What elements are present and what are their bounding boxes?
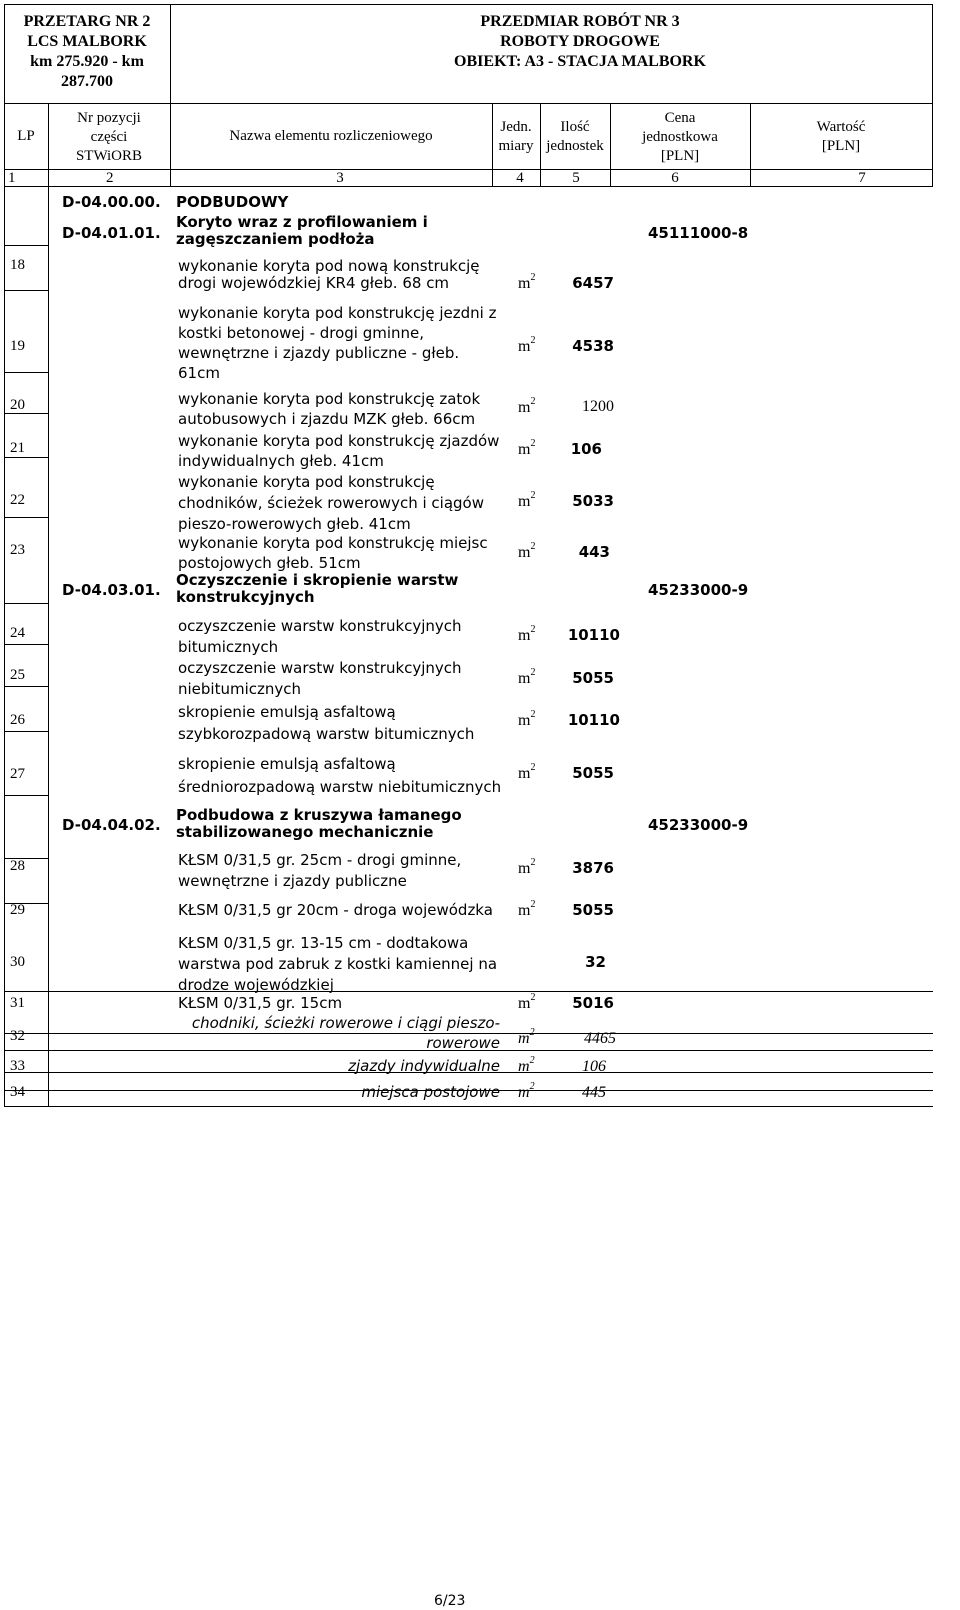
unit-text: m (518, 995, 531, 1012)
row-lp: 27 (10, 766, 25, 782)
tender-km-from: km 275.920 - km (30, 53, 144, 70)
row-description (178, 258, 480, 292)
unit-text: m (518, 670, 531, 687)
row-desc-line: bitumicznych (178, 638, 279, 656)
row-qty: 5055 (572, 764, 614, 782)
col-header-value-2: [PLN] (821, 138, 861, 154)
title-line-3: OBIEKT: A3 - STACJA MALBORK (454, 53, 706, 70)
row-description (178, 701, 474, 745)
unit-exponent: 2 (530, 857, 536, 868)
section-code-podbudowy: D-04.00.00. (62, 193, 161, 211)
col-header-name: Nazwa elementu rozliczeniowego (229, 128, 433, 144)
col-number-3: 3 (336, 170, 344, 186)
row-description (178, 431, 499, 471)
row-unit (518, 709, 536, 730)
unit-text: m (518, 399, 531, 416)
row-unit (518, 438, 536, 459)
row-unit (518, 490, 536, 511)
row-desc-line: wewnętrzne i zjazdy publiczne (178, 872, 407, 890)
row-description: KŁSM 0/31,5 gr 20cm - droga wojewódzka (178, 901, 493, 919)
section-title-podbudowa-2: stabilizowanego mechanicznie (176, 823, 434, 841)
title-line-2: ROBOTY DROGOWE (500, 33, 660, 50)
row-desc-line: oczyszczenie warstw konstrukcyjnych (178, 617, 462, 635)
unit-text: m (518, 441, 531, 458)
row-description: KŁSM 0/31,5 gr. 15cm (178, 994, 343, 1012)
col-header-value (750, 118, 932, 156)
col-number-6: 6 (671, 170, 679, 186)
unit-exponent: 2 (530, 667, 536, 678)
col-number-7: 7 (858, 170, 866, 186)
row-desc-line: szybkorozpadową warstw bitumicznych (178, 725, 475, 743)
row-desc-line: wykonanie koryta pod nową konstrukcję (178, 257, 480, 275)
row-desc-line: oczyszczenie warstw konstrukcyjnych (178, 659, 462, 677)
row-unit (518, 396, 536, 417)
row-lp: 25 (10, 667, 25, 683)
row-desc-line: postojowych głeb. 51cm (178, 554, 361, 572)
row-lp: 24 (10, 625, 25, 641)
tender-info (4, 12, 170, 92)
section-cpv-koryto: 45111000-8 (648, 224, 749, 242)
tender-number: PRZETARG NR 2 (23, 13, 151, 30)
unit-exponent: 2 (529, 1081, 535, 1092)
row-desc-line: średniorozpadową warstw niebitumicznych (178, 778, 502, 796)
row-qty: 106 (570, 440, 602, 458)
row-description (178, 389, 480, 429)
unit-exponent: 2 (530, 335, 536, 346)
row-lp: 31 (10, 995, 25, 1011)
unit-exponent: 2 (530, 490, 536, 501)
row-lp: 30 (10, 954, 25, 970)
row-unit (518, 1081, 535, 1102)
row-lp: 29 (10, 902, 25, 918)
section-title-koryto (176, 214, 428, 248)
row-desc-line: kostki betonowej - drogi gminne, (178, 324, 425, 342)
row-lp: 26 (10, 712, 25, 728)
tender-lcs: LCS MALBORK (27, 33, 147, 50)
section-title-podbudowy: PODBUDOWY (176, 193, 289, 211)
row-desc-line: indywidualnych głeb. 41cm (178, 452, 384, 470)
row-description: zjazdy indywidualne (348, 1057, 500, 1075)
title-line-1: PRZEDMIAR ROBÓT NR 3 (480, 13, 680, 30)
unit-exponent: 2 (530, 438, 536, 449)
unit-text: m (518, 338, 531, 355)
row-description (178, 616, 462, 658)
row-lp: 19 (10, 338, 25, 354)
col-number-2: 2 (106, 170, 114, 186)
row-desc-line: skropienie emulsją asfaltową (178, 703, 396, 721)
col-header-price-2: jednostkowa (642, 129, 718, 145)
col-header-price-3: [PLN] (660, 148, 700, 164)
section-title-podbudowa-1: Podbudowa z kruszywa łamanego (176, 806, 462, 824)
unit-exponent: 2 (530, 541, 536, 552)
section-title-oczyszczenie-2: konstrukcyjnych (176, 588, 315, 606)
unit-text: m (518, 902, 531, 919)
col-header-unit (492, 118, 540, 156)
unit-text: m (518, 765, 531, 782)
row-lp: 28 (10, 858, 25, 874)
row-desc-line: skropienie emulsją asfaltową (178, 755, 396, 773)
row-desc-line: rowerowe (426, 1034, 500, 1052)
section-title-oczyszczenie (176, 572, 458, 606)
unit-text: m (518, 627, 531, 644)
row-unit (518, 624, 536, 645)
row-unit (518, 541, 536, 562)
row-unit (518, 667, 536, 688)
col-header-nr-2: części (90, 129, 128, 145)
row-desc-line: KŁSM 0/31,5 gr. 25cm - drogi gminne, (178, 851, 462, 869)
unit-exponent: 2 (530, 709, 536, 720)
row-lp: 18 (10, 257, 25, 273)
col-header-unit-1: Jedn. (500, 119, 532, 135)
row-unit (518, 1027, 535, 1048)
row-description (178, 753, 501, 799)
page-number: 6/23 (434, 1593, 466, 1609)
unit-text: m (518, 1058, 530, 1075)
unit-exponent: 2 (529, 1055, 535, 1066)
unit-text: m (518, 544, 531, 561)
unit-text: m (518, 1030, 530, 1047)
unit-exponent: 2 (530, 272, 536, 283)
unit-exponent: 2 (530, 899, 536, 910)
row-unit (518, 1055, 535, 1076)
row-description (178, 303, 496, 383)
section-title-oczyszczenie-1: Oczyszczenie i skropienie warstw (176, 571, 459, 589)
unit-text: m (518, 860, 531, 877)
row-qty: 5055 (572, 901, 614, 919)
col-number-4: 4 (516, 170, 524, 186)
row-lp: 21 (10, 440, 25, 456)
unit-exponent: 2 (529, 1027, 535, 1038)
row-desc-line: wykonanie koryta pod konstrukcję miejsc (178, 534, 488, 552)
row-description (178, 850, 461, 892)
row-lp: 22 (10, 492, 25, 508)
row-qty: 106 (582, 1058, 606, 1075)
row-unit (518, 335, 536, 356)
row-desc-line: chodniki, ścieżki rowerowe i ciągi pieszo- (191, 1014, 500, 1032)
col-header-unit-2: miary (498, 138, 534, 154)
row-desc-line: drogi wojewódzkiej KR4 głeb. 68 cm (178, 274, 450, 292)
col-header-qty-2: jednostek (546, 138, 604, 154)
row-qty: 5055 (572, 669, 614, 687)
unit-exponent: 2 (530, 624, 536, 635)
col-header-lp: LP (17, 128, 35, 144)
unit-exponent: 2 (530, 762, 536, 773)
section-title-podbudowa (176, 807, 462, 841)
col-number-1: 1 (8, 170, 16, 186)
row-lp: 32 (10, 1028, 25, 1044)
col-header-qty-1: Ilość (560, 119, 590, 135)
col-header-nr-1: Nr pozycji (77, 110, 141, 126)
row-unit (518, 857, 536, 878)
unit-text: m (518, 712, 531, 729)
col-number-5: 5 (572, 170, 580, 186)
row-lp: 23 (10, 542, 25, 558)
unit-exponent: 2 (530, 396, 536, 407)
row-description (178, 472, 484, 535)
section-cpv-oczyszczenie: 45233000-9 (648, 581, 749, 599)
row-qty: 445 (582, 1084, 606, 1101)
unit-text: m (518, 1084, 530, 1101)
row-description: miejsca postojowe (361, 1083, 500, 1101)
row-desc-line: autobusowych i zjazdu MZK głeb. 66cm (178, 410, 476, 428)
row-description (178, 533, 488, 573)
row-qty: 5016 (572, 994, 614, 1012)
row-desc-line: 61cm (178, 364, 220, 382)
row-unit (518, 762, 536, 783)
row-desc-line: drodze wojewódzkiej (178, 976, 334, 994)
col-header-price-1: Cena (664, 110, 696, 126)
section-title-koryto-1: Koryto wraz z profilowaniem i (176, 213, 428, 231)
row-qty: 10110 (567, 711, 620, 729)
col-header-nr (48, 109, 170, 166)
unit-exponent: 2 (530, 992, 536, 1003)
row-qty: 443 (578, 543, 610, 561)
row-unit (518, 899, 536, 920)
row-lp: 33 (10, 1058, 25, 1074)
row-qty: 10110 (567, 626, 620, 644)
row-unit (518, 992, 536, 1013)
row-desc-line: chodników, ścieżek rowerowych i ciągów (178, 494, 484, 512)
section-code-oczyszczenie: D-04.03.01. (62, 581, 161, 599)
section-code-koryto: D-04.01.01. (62, 224, 161, 242)
row-unit (518, 272, 536, 293)
row-desc-line: wykonanie koryta pod konstrukcję zjazdów (178, 432, 500, 450)
col-header-value-1: Wartość (816, 119, 866, 135)
row-lp: 34 (10, 1084, 25, 1100)
row-desc-line: warstwa pod zabruk z kostki kamiennej na (178, 955, 498, 973)
row-description (170, 1013, 500, 1053)
section-code-podbudowa: D-04.04.02. (62, 816, 161, 834)
unit-text: m (518, 493, 531, 510)
row-desc-line: wewnętrzne i zjazdy publiczne - głeb. (178, 344, 460, 362)
col-header-nr-3: STWiORB (75, 148, 143, 164)
row-desc-line: pieszo-rowerowych głeb. 41cm (178, 515, 411, 533)
tender-km-to: 287.700 (61, 73, 113, 90)
row-desc-line: wykonanie koryta pod konstrukcję jezdni z (178, 304, 497, 322)
unit-text: m (518, 275, 531, 292)
row-qty: 1200 (582, 398, 614, 415)
row-desc-line: niebitumicznych (178, 680, 302, 698)
document-title (370, 12, 790, 72)
row-lp: 20 (10, 397, 25, 413)
row-description (178, 933, 497, 996)
row-qty: 6457 (572, 274, 614, 292)
row-desc-line: wykonanie koryta pod konstrukcję zatok (178, 390, 481, 408)
row-qty: 3876 (572, 859, 614, 877)
row-qty: 4465 (584, 1030, 616, 1047)
row-description (178, 658, 462, 700)
row-qty: 5033 (572, 492, 614, 510)
col-header-qty (540, 118, 610, 156)
row-qty: 4538 (572, 337, 614, 355)
col-header-price (610, 109, 750, 166)
row-desc-line: KŁSM 0/31,5 gr. 13-15 cm - dodtakowa (178, 934, 469, 952)
section-title-koryto-2: zagęszczaniem podłoża (176, 230, 375, 248)
row-desc-line: wykonanie koryta pod konstrukcję (178, 473, 435, 491)
row-qty: 32 (585, 953, 606, 971)
section-cpv-podbudowa: 45233000-9 (648, 816, 749, 834)
